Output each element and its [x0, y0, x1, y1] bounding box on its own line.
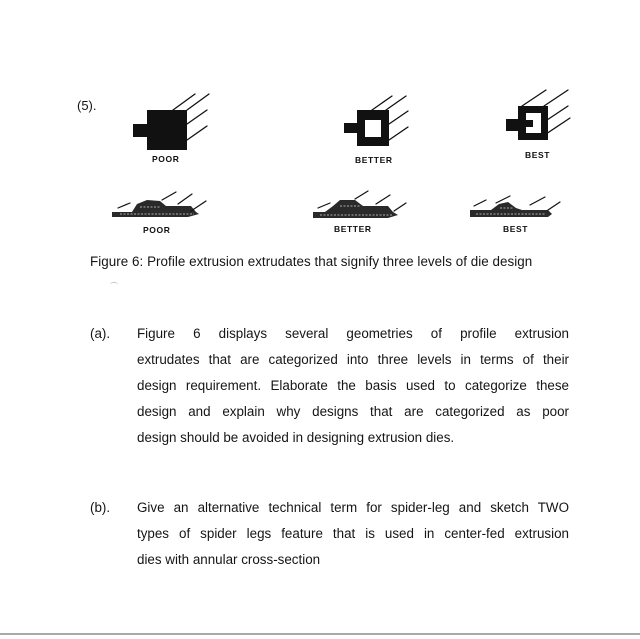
poor-flat-profile	[112, 192, 206, 217]
row2-best-label: BEST	[503, 224, 529, 234]
part-a	[90, 326, 580, 456]
best-flat-profile	[470, 196, 560, 217]
part-a-label: (a).	[90, 326, 111, 341]
better-hollow-profile	[344, 96, 408, 146]
question-number: (5).	[77, 98, 97, 113]
part-a-line-3: design requirement. Elaborate the basis used to categorize these	[137, 378, 569, 393]
part-b	[90, 500, 580, 580]
poor-solid-profile-shape	[133, 110, 187, 150]
row2-poor-label: POOR	[143, 225, 171, 235]
scan-speck	[110, 282, 118, 285]
part-a-line-5: design should be avoided in designing extrusion dies.	[137, 430, 455, 445]
page-bottom-edge	[0, 633, 640, 635]
row1-poor-label: POOR	[152, 154, 180, 164]
part-a-line-1: Figure 6 displays several geometries of profile extrusion	[137, 326, 569, 341]
figure-6	[0, 0, 640, 250]
part-b-line-3: dies with annular cross-section	[137, 552, 321, 567]
row1-better-label: BETTER	[355, 155, 393, 165]
better-flat-profile	[313, 191, 406, 218]
figure-caption: Figure 6: Profile extrusion extrudates that signify three levels of die design	[90, 254, 533, 269]
part-b-line-2: types of spider legs feature that is used in center-fed extrusion	[137, 526, 569, 541]
part-a-line-4: design and explain why designs that are categorized as poor	[137, 404, 569, 419]
part-a-line-2: extrudates that are categorized into three levels in terms of their	[137, 352, 569, 367]
part-b-line-1: Give an alternative technical term for spider-leg and sketch TWO	[137, 500, 569, 515]
best-hollow-profile	[506, 90, 570, 140]
part-b-label: (b).	[90, 500, 111, 515]
row2-better-label: BETTER	[334, 224, 372, 234]
row1-best-label: BEST	[525, 150, 551, 160]
